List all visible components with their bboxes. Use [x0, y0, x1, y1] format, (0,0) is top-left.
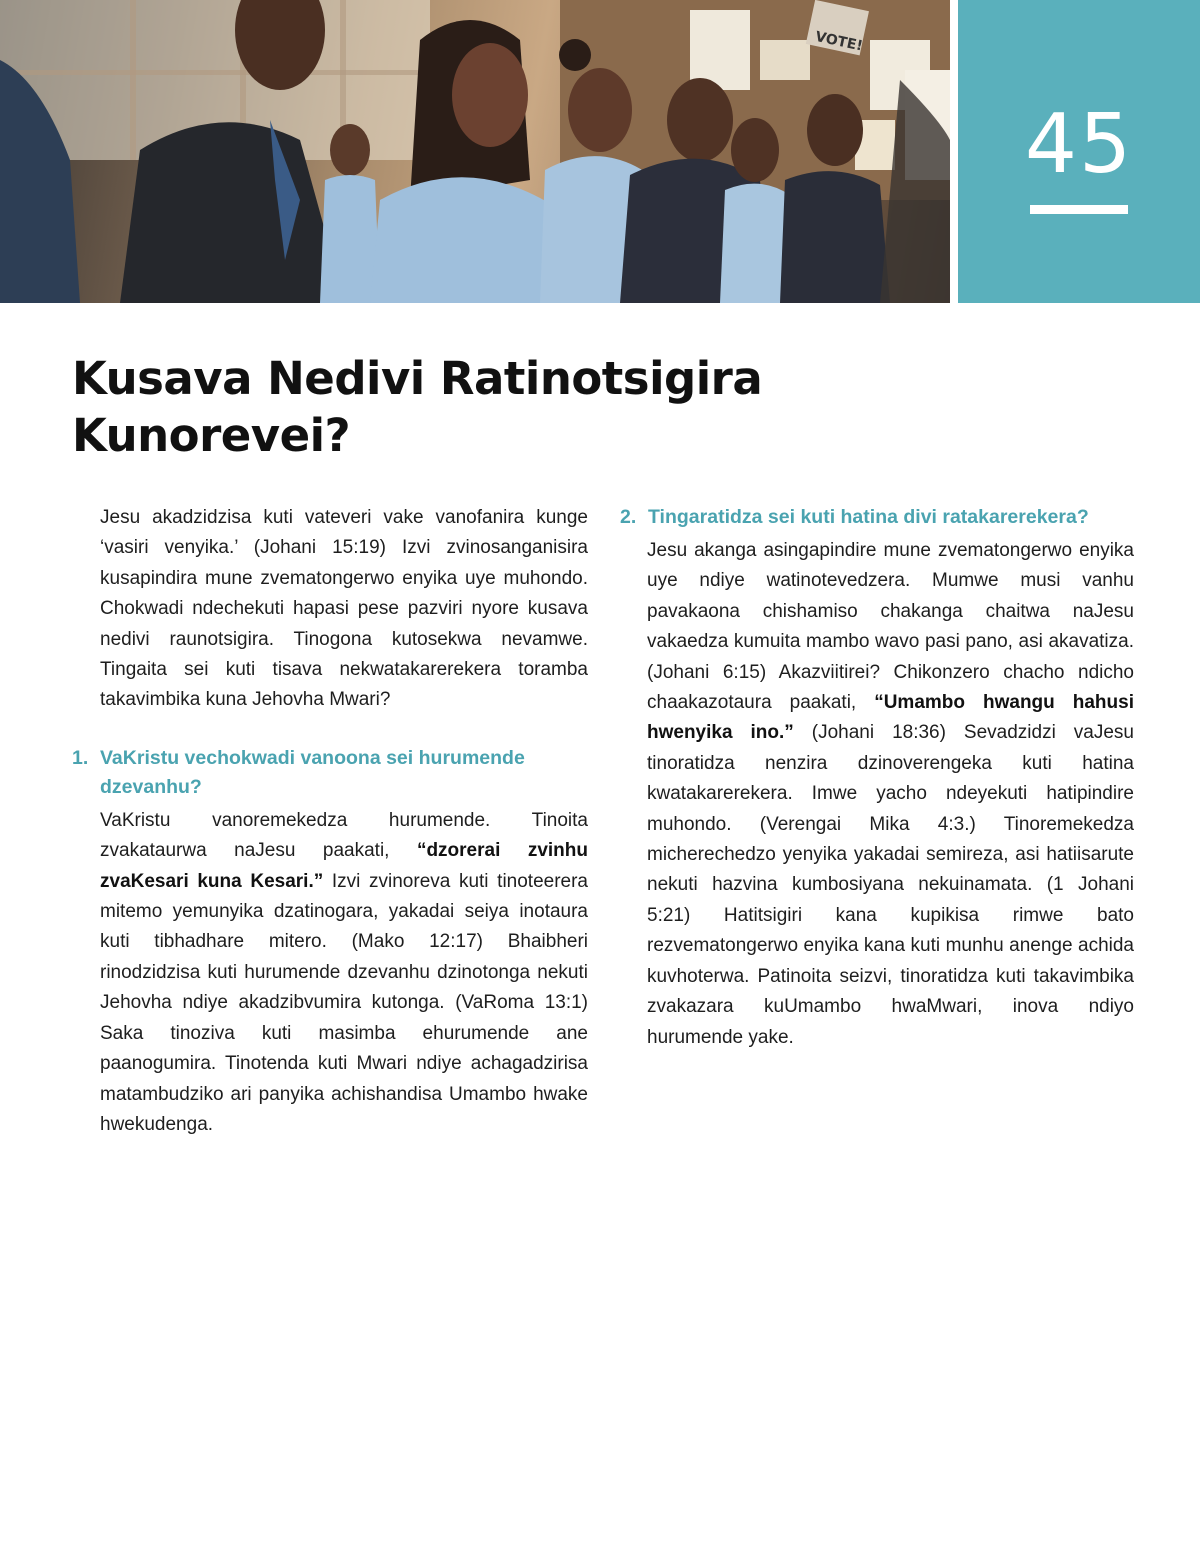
question-1-text: VaKristu vechokwadi vanoona sei hurumende dzevanhu? [100, 746, 525, 798]
answer-2-quote: “Umambo hwangu hahusi hwenyika ino.” [647, 692, 1134, 744]
answer-1-text-a: VaKristu vanoremekedza hurumende. Tinoita zvakataurwa naJesu paakati, [100, 809, 588, 862]
intro-paragraph: Jesu akadzidzisa kuti vateveri vake vanofanira kunge ‘vasiri venyika.’ (Johani 15:19) Izvi zvinosanganisira kusapindira mune zvematongerwo enyika uye muhondo. Chokwadi ndechekuti hapasi pese pazviri nyore kusava nedivi raunotsigira. Tinogona kutosekwa nevamwe. Tingaita sei kuti tisava nekwatakarerekera toramba takavimbika kuna Jehovha Mwari? [100, 507, 588, 711]
badge-underline [1030, 205, 1128, 214]
title-line-1: Kusava Nedivi Ratinotsigira [72, 352, 763, 405]
lesson-number-badge [958, 0, 1200, 303]
hero-photo [0, 0, 950, 303]
question-1-number: 1. [72, 746, 89, 769]
question-2-number: 2. [620, 506, 637, 528]
right-column [620, 503, 1134, 1053]
answer-1-text-b: Izvi zvinoreva kuti tinoteerera mitemo yemunyika dzatinogara, yakadai seiya inotaura kuti tibhadhare mitero. (Mako 12:17) Bhaibheri rinodzidzisa kuti hurumende dzevanhu dzinotonga nekuti Jehovha ndiye akadzibvumira kutonga. (VaRoma 13:1) Saka tinoziva kuti masimba ehurumende ane paanogumira. Tinotenda kuti Mwari ndiye achagadzirisa matambudziko ari panyika achishandisa Umambo hwake hwekudenga. [100, 870, 588, 1135]
lesson-number: 45 [1024, 97, 1134, 192]
question-1 [72, 744, 588, 802]
answer-1-paragraph [72, 806, 588, 1140]
left-column [72, 503, 588, 1140]
question-2-text: Tingaratidza sei kuti hatina divi ratakarerekera? [648, 506, 1089, 528]
question-2 [620, 503, 1134, 532]
answer-1-quote: “dzorerai zvinhu zvaKesari kuna Kesari.” [100, 840, 588, 892]
poster-vote: VOTE! [813, 28, 865, 55]
hero-illustration [0, 0, 950, 303]
answer-2-text-b: (Johani 18:36) Sevadzidzi vaJesu tinoratidza nenzira dzinoverengeka kuti hatina kwatakarerekera. Imwe yacho ndeyekuti hatipindire muhondo. (Verengai Mika 4:3.) Tinoremekedza micherechedzo yenyika yakadai semireza, asi hatiisarute nekuti hazvina kumbosiyana nekuinamata. (1 Johani 5:21) Hatitsigiri kana kupikisa rimwe bato rezvematongerwo enyika kana kuti munhu anenge achida kuvhoterwa. Patinoita seizvi, tinoratidza kuti takavimbika zvakazara kuUmambo hwaMwari, inova ndiyo hurumende yake. [647, 722, 1134, 1048]
title-line-2: Kunorevei? [72, 409, 351, 462]
answer-2-text-a: Jesu akanga asingapindire mune zvematongerwo enyika uye ndiye watinotevedzera. Mumwe musi vanhu pavakaona chishamiso chakanga chaitwa naJesu vakaedza kumuita mambo wavo pasi pano, asi akavatiza. (Johani 6:15) Akazviitirei? Chikonzero chacho ndicho chaakazotaura paakati, [647, 540, 1134, 714]
answer-2-paragraph [620, 536, 1134, 1053]
lesson-title [72, 350, 872, 464]
